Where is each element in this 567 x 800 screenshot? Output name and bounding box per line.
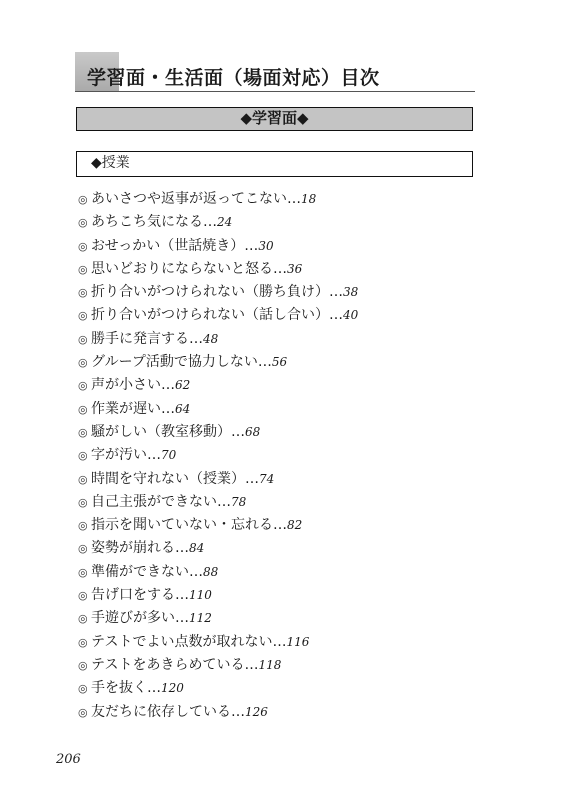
toc-entry[interactable] bbox=[78, 607, 358, 630]
bullet-icon: ◎ bbox=[78, 379, 88, 393]
bullet-icon: ◎ bbox=[78, 216, 88, 230]
bullet-icon: ◎ bbox=[78, 565, 88, 579]
toc-entry[interactable] bbox=[78, 374, 358, 397]
toc-entry[interactable] bbox=[78, 491, 358, 514]
toc-entry-page: 64 bbox=[175, 401, 191, 416]
toc-entry[interactable] bbox=[78, 514, 358, 537]
toc-entry-label: 折り合いがつけられない（勝ち負け）… bbox=[91, 284, 343, 301]
bullet-icon: ◎ bbox=[78, 612, 88, 626]
toc-entry-label: 思いどおりにならないと怒る… bbox=[91, 260, 287, 277]
subsection-heading: ◆授業 bbox=[76, 151, 473, 177]
toc-entry[interactable] bbox=[78, 584, 358, 607]
toc-entry[interactable] bbox=[78, 398, 358, 421]
toc-entry[interactable] bbox=[78, 351, 358, 374]
toc-entry-label: 勝手に発言する… bbox=[91, 330, 203, 347]
toc-entry[interactable] bbox=[78, 235, 358, 258]
toc-entry-label: あちこち気になる… bbox=[91, 214, 217, 231]
toc-entry-label: 手遊びが多い… bbox=[91, 610, 189, 627]
bullet-icon: ◎ bbox=[78, 705, 88, 719]
toc-entry[interactable] bbox=[78, 211, 358, 234]
toc-entry-page: 78 bbox=[231, 494, 247, 509]
toc-entry-label: 声が小さい… bbox=[91, 377, 175, 394]
toc-entry-label: 友だちに依存している… bbox=[91, 703, 245, 720]
toc-entry-label: 姿勢が崩れる… bbox=[91, 540, 189, 557]
bullet-icon: ◎ bbox=[78, 635, 88, 649]
toc-entry-page: 70 bbox=[161, 448, 177, 463]
toc-entry-label: 騒がしい（教室移動）… bbox=[91, 423, 245, 440]
bullet-icon: ◎ bbox=[78, 449, 88, 463]
toc-entry[interactable] bbox=[78, 537, 358, 560]
toc-entry-label: おせっかい（世話焼き）… bbox=[91, 237, 259, 254]
toc-entry-page: 74 bbox=[259, 471, 275, 486]
toc-entry[interactable] bbox=[78, 304, 358, 327]
toc-entry[interactable] bbox=[78, 677, 358, 700]
toc-entry[interactable] bbox=[78, 444, 358, 467]
toc-entry-label: 時間を守れない（授業）… bbox=[91, 470, 259, 487]
toc-entry-label: 告げ口をする… bbox=[91, 587, 189, 604]
toc-entry-page: 18 bbox=[301, 192, 317, 206]
toc-entry-page: 30 bbox=[258, 238, 274, 253]
toc-entry-label: 自己主張ができない… bbox=[91, 493, 231, 510]
bullet-icon: ◎ bbox=[78, 682, 88, 696]
toc-entry-page: 62 bbox=[175, 378, 191, 393]
bullet-icon: ◎ bbox=[78, 193, 88, 206]
toc-entry-label: テストでよい点数が取れない… bbox=[91, 633, 287, 650]
toc-entry-label: 手を抜く… bbox=[91, 680, 161, 697]
toc-entry-page: 40 bbox=[343, 308, 359, 323]
toc-entry-label: グループ活動で協力しない… bbox=[91, 354, 272, 371]
toc-entry-label: テストをあきらめている… bbox=[91, 656, 259, 673]
toc-entry-page: 120 bbox=[161, 681, 184, 696]
bullet-icon: ◎ bbox=[78, 472, 88, 486]
title-block bbox=[75, 52, 475, 92]
toc-entry[interactable] bbox=[78, 561, 358, 584]
bullet-icon: ◎ bbox=[78, 356, 88, 370]
bullet-icon: ◎ bbox=[78, 239, 88, 253]
toc-entry-label: 指示を聞いていない・忘れる… bbox=[91, 517, 287, 534]
bullet-icon: ◎ bbox=[78, 589, 88, 603]
bullet-icon: ◎ bbox=[78, 425, 88, 439]
bullet-icon: ◎ bbox=[78, 286, 88, 300]
toc-entry-page: 118 bbox=[258, 657, 282, 672]
toc-entry-label: 折り合いがつけられない（話し合い）… bbox=[91, 307, 343, 324]
toc-entry-label: 作業が遅い… bbox=[91, 400, 175, 417]
bullet-icon: ◎ bbox=[78, 262, 88, 276]
toc-entry[interactable] bbox=[78, 631, 358, 654]
toc-entry-page: 116 bbox=[286, 634, 310, 649]
toc-entry[interactable] bbox=[78, 654, 358, 677]
toc-entry[interactable] bbox=[78, 258, 358, 281]
bullet-icon: ◎ bbox=[78, 402, 88, 416]
toc-entry-page: 110 bbox=[189, 588, 212, 603]
toc-entry-page: 38 bbox=[343, 285, 359, 300]
toc-entry-page: 36 bbox=[287, 261, 303, 276]
toc-entry-label: 準備ができない… bbox=[91, 563, 203, 580]
toc-entry[interactable] bbox=[78, 421, 358, 444]
section-heading: ◆学習面◆ bbox=[76, 107, 473, 131]
toc-entry[interactable] bbox=[78, 701, 358, 724]
toc-entry-page: 112 bbox=[189, 611, 212, 626]
bullet-icon: ◎ bbox=[78, 519, 88, 533]
title-underline bbox=[75, 91, 475, 92]
toc-entry-page: 68 bbox=[245, 424, 261, 439]
toc-entry-page: 82 bbox=[287, 518, 303, 533]
toc-entry-page: 56 bbox=[271, 355, 288, 370]
page-number: 206 bbox=[56, 752, 81, 767]
toc-entry-page: 24 bbox=[217, 215, 233, 230]
bullet-icon: ◎ bbox=[78, 495, 88, 509]
toc-entry-page: 88 bbox=[203, 564, 219, 579]
bullet-icon: ◎ bbox=[78, 309, 88, 323]
toc-entry-page: 84 bbox=[189, 541, 205, 556]
toc-entry[interactable] bbox=[78, 281, 358, 304]
toc-list bbox=[78, 188, 358, 724]
toc-entry[interactable] bbox=[78, 468, 358, 491]
bullet-icon: ◎ bbox=[78, 658, 88, 672]
toc-entry-page: 48 bbox=[203, 331, 219, 346]
toc-entry-page: 126 bbox=[245, 704, 268, 719]
toc-entry[interactable] bbox=[78, 328, 358, 351]
toc-entry-label: あいさつや返事が返ってこない… bbox=[91, 191, 301, 207]
page-title: 学習面・生活面（場面対応）目次 bbox=[87, 67, 380, 89]
toc-entry-label: 字が汚い… bbox=[91, 447, 161, 464]
bullet-icon: ◎ bbox=[78, 332, 88, 346]
toc-entry[interactable] bbox=[78, 188, 358, 211]
bullet-icon: ◎ bbox=[78, 542, 88, 556]
